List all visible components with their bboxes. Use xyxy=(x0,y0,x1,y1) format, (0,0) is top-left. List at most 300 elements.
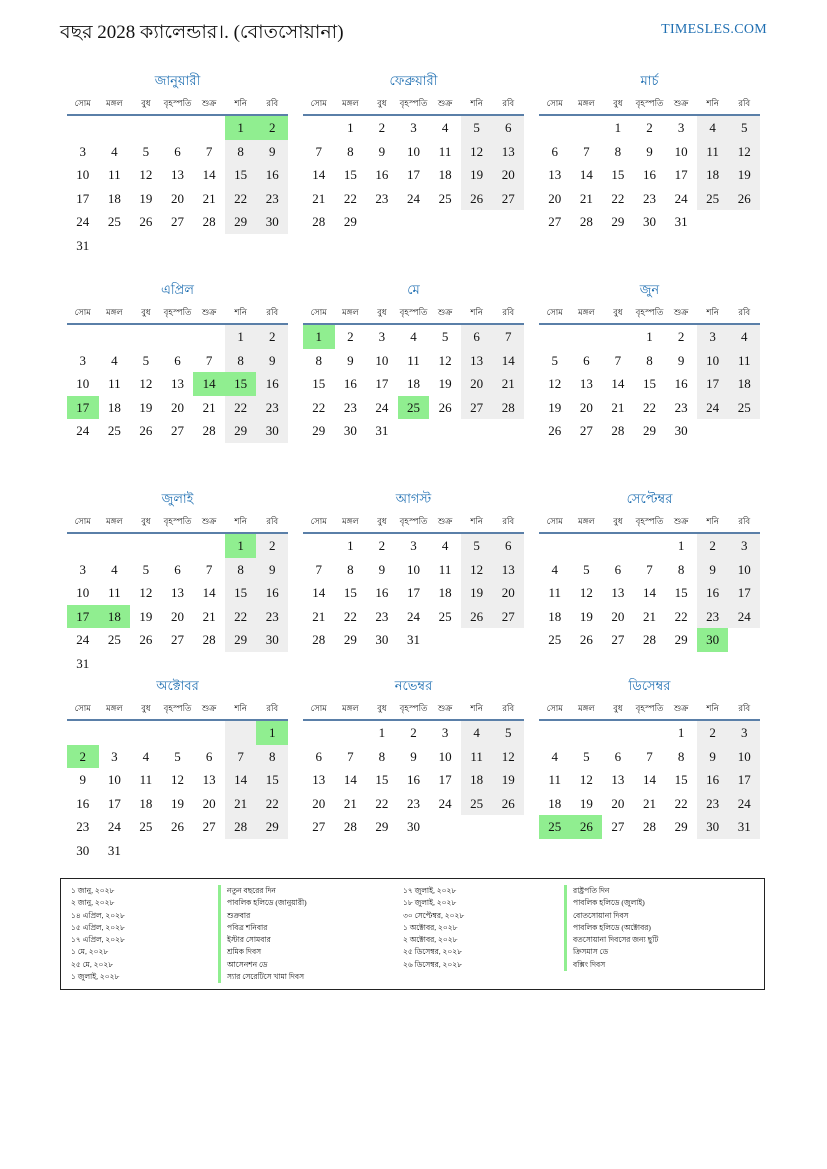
weekday-label: সোম xyxy=(74,98,91,108)
day-cell: 6 xyxy=(461,325,493,349)
weekday-label: সোম xyxy=(546,98,563,108)
day-cell: 21 xyxy=(202,399,216,415)
day-cell: 10 xyxy=(76,376,90,391)
day-cell: 28 xyxy=(611,423,625,438)
day-cell: 15 xyxy=(375,772,389,787)
day-grid xyxy=(539,116,760,234)
day-cell: 9 xyxy=(410,748,417,764)
weekday-label: রবি xyxy=(502,516,515,526)
day-cell: 26 xyxy=(139,632,153,647)
day-cell: 30 xyxy=(343,423,357,438)
weekday-label: শুক্র xyxy=(201,516,217,526)
weekday-label: শুক্র xyxy=(673,98,689,108)
day-cell: 16 xyxy=(697,581,729,605)
day-cell: 8 xyxy=(646,352,653,368)
day-cell: 18 xyxy=(728,372,760,396)
day-cell: 30 xyxy=(697,628,729,652)
empty-cell xyxy=(697,419,729,443)
day-cell: 14 xyxy=(611,376,625,391)
weekday-label: মঙ্গল xyxy=(578,98,595,108)
day-cell: 1 xyxy=(225,116,257,140)
day-cell: 13 xyxy=(492,140,524,164)
empty-cell xyxy=(602,325,634,349)
weekday-label: বৃহস্পতি xyxy=(635,98,664,108)
day-cell: 15 xyxy=(611,167,625,182)
legend-names-right xyxy=(564,885,658,971)
day-cell: 20 xyxy=(202,795,216,811)
weekday-label: বৃহস্পতি xyxy=(635,307,664,317)
day-cell: 4 xyxy=(142,748,150,764)
empty-cell xyxy=(193,839,225,863)
day-grid xyxy=(539,534,760,652)
day-cell: 30 xyxy=(674,423,688,438)
day-cell: 13 xyxy=(548,167,562,182)
legend-names-left xyxy=(218,885,307,983)
day-grid xyxy=(303,534,524,652)
empty-cell xyxy=(130,116,162,140)
weekday-label: রবি xyxy=(738,516,751,526)
weekday-label: রবি xyxy=(738,307,751,317)
day-cell: 16 xyxy=(256,581,288,605)
day-cell: 30 xyxy=(76,842,90,858)
day-cell: 19 xyxy=(139,399,153,415)
day-cell: 17 xyxy=(375,376,389,391)
day-cell: 20 xyxy=(170,399,184,415)
day-cell: 22 xyxy=(674,608,688,624)
day-cell: 9 xyxy=(347,352,354,368)
empty-cell xyxy=(256,652,288,676)
day-cell: 10 xyxy=(728,745,760,769)
weekday-label: রবি xyxy=(266,98,279,108)
day-cell: 5 xyxy=(142,561,150,577)
weekday-header xyxy=(67,94,288,116)
empty-cell xyxy=(130,721,162,745)
legend-holiday-name: পাবলিক হলিডে (অক্টোবর) xyxy=(573,922,651,932)
day-cell: 2 xyxy=(67,745,99,769)
weekday-label: সোম xyxy=(546,516,563,526)
day-cell: 24 xyxy=(406,190,420,206)
day-cell: 29 xyxy=(312,423,326,438)
day-cell: 12 xyxy=(548,376,562,391)
weekday-label: শুক্র xyxy=(437,703,453,713)
day-cell: 16 xyxy=(674,376,688,391)
empty-cell xyxy=(492,210,524,234)
day-cell: 4 xyxy=(410,329,417,344)
weekday-label: বুধ xyxy=(377,98,387,108)
day-cell: 25 xyxy=(539,815,571,839)
day-cell: 6 xyxy=(583,352,590,368)
day-cell: 4 xyxy=(551,748,559,764)
weekday-label: বুধ xyxy=(613,98,623,108)
day-cell: 29 xyxy=(674,819,688,834)
day-cell: 8 xyxy=(677,561,685,577)
day-cell: 1 xyxy=(614,120,622,135)
empty-cell xyxy=(571,116,603,140)
day-cell: 11 xyxy=(108,376,121,391)
legend-dates-left xyxy=(71,885,125,983)
day-cell: 2 xyxy=(378,120,386,135)
weekday-label: সোম xyxy=(74,703,91,713)
weekday-label: বৃহস্পতি xyxy=(399,307,428,317)
month-block xyxy=(303,281,524,443)
empty-cell xyxy=(429,815,461,839)
day-cell: 15 xyxy=(343,585,357,600)
day-cell: 26 xyxy=(571,815,603,839)
weekday-label: সোম xyxy=(310,516,327,526)
day-cell: 3 xyxy=(697,325,729,349)
day-grid xyxy=(67,325,288,443)
day-cell: 19 xyxy=(461,581,493,605)
day-cell: 4 xyxy=(111,561,118,577)
day-cell: 22 xyxy=(225,396,257,420)
day-cell: 10 xyxy=(728,558,760,582)
day-cell: 13 xyxy=(461,349,493,373)
day-cell: 7 xyxy=(646,561,653,577)
day-cell: 29 xyxy=(225,419,257,443)
site-brand-link[interactable]: TIMESLES.COM xyxy=(661,22,767,37)
day-cell: 12 xyxy=(579,772,593,787)
legend-date: ১৮ জুলাই, ২০২৮ xyxy=(403,898,457,908)
day-cell: 11 xyxy=(438,561,452,577)
day-cell: 7 xyxy=(205,352,213,368)
holiday-legend xyxy=(60,878,765,990)
weekday-label: মঙ্গল xyxy=(578,307,595,317)
day-cell: 28 xyxy=(312,214,326,229)
day-cell: 18 xyxy=(438,167,452,182)
day-cell: 25 xyxy=(107,632,121,647)
empty-cell xyxy=(162,534,194,558)
day-cell: 27 xyxy=(202,819,216,834)
empty-cell xyxy=(162,325,194,349)
empty-cell xyxy=(99,325,131,349)
day-cell: 18 xyxy=(461,768,493,792)
day-cell: 14 xyxy=(202,167,216,182)
weekday-label: শনি xyxy=(234,98,247,108)
weekday-label: সোম xyxy=(310,307,327,317)
empty-cell xyxy=(728,210,760,234)
empty-cell xyxy=(67,116,99,140)
day-cell: 28 xyxy=(343,819,357,834)
day-cell: 12 xyxy=(461,140,493,164)
day-cell: 25 xyxy=(438,190,452,206)
day-cell: 26 xyxy=(579,632,593,647)
empty-cell xyxy=(130,325,162,349)
day-cell: 13 xyxy=(579,376,593,391)
day-cell: 7 xyxy=(315,143,323,159)
day-cell: 31 xyxy=(375,423,389,438)
day-cell: 29 xyxy=(375,819,389,834)
day-cell: 24 xyxy=(406,608,420,624)
day-cell: 7 xyxy=(614,352,622,368)
weekday-label: শুক্র xyxy=(673,703,689,713)
legend-date: ১ মে, ২০২৮ xyxy=(71,947,109,957)
weekday-header xyxy=(539,512,760,534)
day-cell: 20 xyxy=(312,795,326,811)
day-cell: 5 xyxy=(583,561,590,577)
weekday-label: বৃহস্পতি xyxy=(399,516,428,526)
weekday-label: বৃহস্পতি xyxy=(163,307,192,317)
legend-date: ১ জুলাই, ২০২৮ xyxy=(71,972,120,982)
empty-cell xyxy=(99,721,131,745)
day-cell: 24 xyxy=(728,792,760,816)
day-cell: 16 xyxy=(256,163,288,187)
weekday-header xyxy=(67,699,288,721)
day-cell: 22 xyxy=(375,795,389,811)
day-cell: 6 xyxy=(551,143,559,159)
day-cell: 3 xyxy=(79,352,87,368)
weekday-label: মঙ্গল xyxy=(106,516,123,526)
legend-holiday-name: ক্রিসমাস ডে xyxy=(573,947,609,957)
day-cell: 5 xyxy=(492,721,524,745)
day-cell: 23 xyxy=(697,605,729,629)
day-cell: 26 xyxy=(548,423,562,438)
day-cell: 20 xyxy=(611,608,625,624)
empty-cell xyxy=(225,721,257,745)
weekday-label: শনি xyxy=(470,307,483,317)
weekday-label: শুক্র xyxy=(673,516,689,526)
day-cell: 25 xyxy=(461,792,493,816)
weekday-label: মঙ্গল xyxy=(106,307,123,317)
day-cell: 1 xyxy=(256,721,288,745)
day-cell: 21 xyxy=(202,190,216,206)
day-cell: 4 xyxy=(697,116,729,140)
day-cell: 7 xyxy=(205,143,213,159)
day-cell: 2 xyxy=(646,120,653,135)
day-cell: 3 xyxy=(378,329,386,344)
legend-holiday-name: বোতসোয়ানা দিবস xyxy=(573,910,629,920)
day-cell: 13 xyxy=(611,772,625,787)
empty-cell xyxy=(67,325,99,349)
day-cell: 2 xyxy=(256,116,288,140)
day-cell: 17 xyxy=(406,167,420,182)
weekday-header xyxy=(67,512,288,534)
empty-cell xyxy=(429,210,461,234)
day-cell: 27 xyxy=(312,819,326,834)
weekday-label: বুধ xyxy=(613,703,623,713)
day-cell: 15 xyxy=(225,163,257,187)
day-cell: 3 xyxy=(410,120,417,135)
empty-cell xyxy=(602,721,634,745)
day-cell: 28 xyxy=(202,632,216,647)
day-cell: 5 xyxy=(441,329,449,344)
empty-cell xyxy=(461,419,493,443)
day-cell: 3 xyxy=(410,538,417,553)
day-cell: 1 xyxy=(347,538,354,553)
empty-cell xyxy=(429,628,461,652)
day-cell: 5 xyxy=(142,352,150,368)
day-cell: 13 xyxy=(202,772,216,787)
weekday-label: শুক্র xyxy=(201,98,217,108)
day-cell: 31 xyxy=(107,842,121,858)
empty-cell xyxy=(429,419,461,443)
weekday-label: শনি xyxy=(470,98,483,108)
empty-cell xyxy=(539,534,571,558)
day-cell: 8 xyxy=(225,558,257,582)
weekday-header xyxy=(303,699,524,721)
weekday-label: সোম xyxy=(546,307,563,317)
day-grid xyxy=(303,325,524,443)
weekday-label: শনি xyxy=(706,703,719,713)
day-cell: 10 xyxy=(107,772,121,787)
day-cell: 15 xyxy=(343,167,357,182)
day-cell: 22 xyxy=(343,190,357,206)
day-cell: 2 xyxy=(677,329,685,344)
weekday-label: শুক্র xyxy=(437,98,453,108)
day-cell: 22 xyxy=(225,605,257,629)
day-cell: 27 xyxy=(548,214,562,229)
empty-cell xyxy=(99,116,131,140)
empty-cell xyxy=(398,210,430,234)
weekday-label: মঙ্গল xyxy=(578,516,595,526)
weekday-header xyxy=(539,94,760,116)
day-cell: 5 xyxy=(174,748,181,764)
empty-cell xyxy=(130,652,162,676)
weekday-header xyxy=(303,94,524,116)
day-cell: 29 xyxy=(642,423,656,438)
day-cell: 31 xyxy=(674,214,688,229)
weekday-label: শনি xyxy=(706,98,719,108)
legend-holiday-name: নতুন বছরের দিন xyxy=(227,886,276,895)
legend-date: ১ অক্টোবর, ২০২৮ xyxy=(403,922,458,932)
month-name: সেপ্টেম্বর xyxy=(626,491,673,506)
day-cell: 25 xyxy=(139,819,153,834)
month-name: নভেম্বর xyxy=(394,678,433,693)
day-cell: 26 xyxy=(438,399,452,415)
legend-holiday-name: স্যার সেরেটিসে খামা দিবস xyxy=(227,972,305,982)
day-cell: 25 xyxy=(697,187,729,211)
day-cell: 7 xyxy=(492,325,524,349)
day-cell: 16 xyxy=(76,795,90,811)
day-cell: 23 xyxy=(256,396,288,420)
day-cell: 31 xyxy=(406,632,420,647)
day-cell: 23 xyxy=(674,399,688,415)
day-cell: 14 xyxy=(312,585,326,600)
day-cell: 3 xyxy=(728,534,760,558)
legend-holiday-name: শুক্রবার xyxy=(227,910,251,920)
weekday-label: শনি xyxy=(234,516,247,526)
day-cell: 15 xyxy=(312,376,326,391)
month-name: ফেব্রুয়ারী xyxy=(389,73,438,88)
day-cell: 8 xyxy=(614,143,622,159)
empty-cell xyxy=(728,419,760,443)
day-cell: 30 xyxy=(256,419,288,443)
day-cell: 19 xyxy=(170,795,184,811)
legend-date: ৩০ সেপ্টেম্বর, ২০২৮ xyxy=(403,910,465,920)
day-cell: 8 xyxy=(677,748,685,764)
day-cell: 13 xyxy=(312,772,326,787)
day-cell: 9 xyxy=(697,745,729,769)
day-cell: 10 xyxy=(438,748,452,764)
day-cell: 24 xyxy=(107,819,121,834)
weekday-label: মঙ্গল xyxy=(342,516,359,526)
day-cell: 30 xyxy=(642,214,656,229)
empty-cell xyxy=(697,210,729,234)
weekday-label: বৃহস্পতি xyxy=(635,703,664,713)
day-cell: 9 xyxy=(378,561,386,577)
weekday-label: শনি xyxy=(470,703,483,713)
day-cell: 26 xyxy=(461,187,493,211)
day-cell: 29 xyxy=(225,210,257,234)
weekday-label: সোম xyxy=(74,516,91,526)
day-cell: 5 xyxy=(728,116,760,140)
day-cell: 10 xyxy=(406,561,420,577)
day-cell: 18 xyxy=(438,585,452,600)
day-cell: 6 xyxy=(492,534,524,558)
weekday-label: সোম xyxy=(74,307,91,317)
weekday-label: শনি xyxy=(470,516,483,526)
day-cell: 26 xyxy=(461,605,493,629)
day-cell: 5 xyxy=(583,748,590,764)
day-cell: 28 xyxy=(579,214,593,229)
month-name: এপ্রিল xyxy=(161,282,194,297)
day-cell: 22 xyxy=(256,792,288,816)
weekday-label: শুক্র xyxy=(437,516,453,526)
weekday-label: রবি xyxy=(266,703,279,713)
day-cell: 4 xyxy=(441,538,449,553)
day-cell: 28 xyxy=(642,632,656,647)
legend-holiday-name: আসেনশন ডে xyxy=(227,959,268,969)
day-cell: 22 xyxy=(312,399,326,415)
empty-cell xyxy=(461,628,493,652)
weekday-label: শুক্র xyxy=(437,307,453,317)
empty-cell xyxy=(162,116,194,140)
day-cell: 18 xyxy=(697,163,729,187)
empty-cell xyxy=(130,234,162,258)
month-block xyxy=(67,677,288,862)
weekday-label: বৃহস্পতি xyxy=(399,703,428,713)
empty-cell xyxy=(303,534,335,558)
empty-cell xyxy=(99,234,131,258)
weekday-label: শনি xyxy=(234,703,247,713)
day-cell: 26 xyxy=(170,819,184,834)
empty-cell xyxy=(634,721,666,745)
day-cell: 18 xyxy=(107,399,121,415)
day-cell: 10 xyxy=(406,143,420,159)
day-cell: 26 xyxy=(728,187,760,211)
empty-cell xyxy=(225,839,257,863)
legend-date: ২৫ মে, ২০২৮ xyxy=(71,959,114,969)
day-cell: 7 xyxy=(347,748,354,764)
day-cell: 3 xyxy=(441,725,449,740)
empty-cell xyxy=(162,839,194,863)
day-cell: 27 xyxy=(611,819,625,834)
day-cell: 24 xyxy=(438,795,452,811)
legend-date: ১৭ জুলাই, ২০২৮ xyxy=(403,886,457,895)
day-cell: 23 xyxy=(343,399,357,415)
month-name: জুলাই xyxy=(161,491,194,506)
day-cell: 13 xyxy=(492,558,524,582)
month-name: জুন xyxy=(639,282,660,297)
day-cell: 8 xyxy=(256,745,288,769)
day-cell: 21 xyxy=(343,795,357,811)
legend-holiday-name: বতসোয়ানা দিবসের জন্য ছুটি xyxy=(573,935,659,945)
month-block xyxy=(539,490,760,652)
day-cell: 2 xyxy=(697,534,729,558)
legend-date: ১৭ এপ্রিল, ২০২৮ xyxy=(71,935,125,945)
empty-cell xyxy=(162,721,194,745)
day-cell: 1 xyxy=(677,538,685,553)
day-cell: 20 xyxy=(461,372,493,396)
day-cell: 24 xyxy=(697,396,729,420)
day-cell: 29 xyxy=(343,214,357,229)
day-cell: 29 xyxy=(611,214,625,229)
day-cell: 3 xyxy=(728,721,760,745)
weekday-label: মঙ্গল xyxy=(106,703,123,713)
empty-cell xyxy=(492,419,524,443)
weekday-label: শুক্র xyxy=(673,307,689,317)
empty-cell xyxy=(461,815,493,839)
month-name: মে xyxy=(407,282,420,297)
